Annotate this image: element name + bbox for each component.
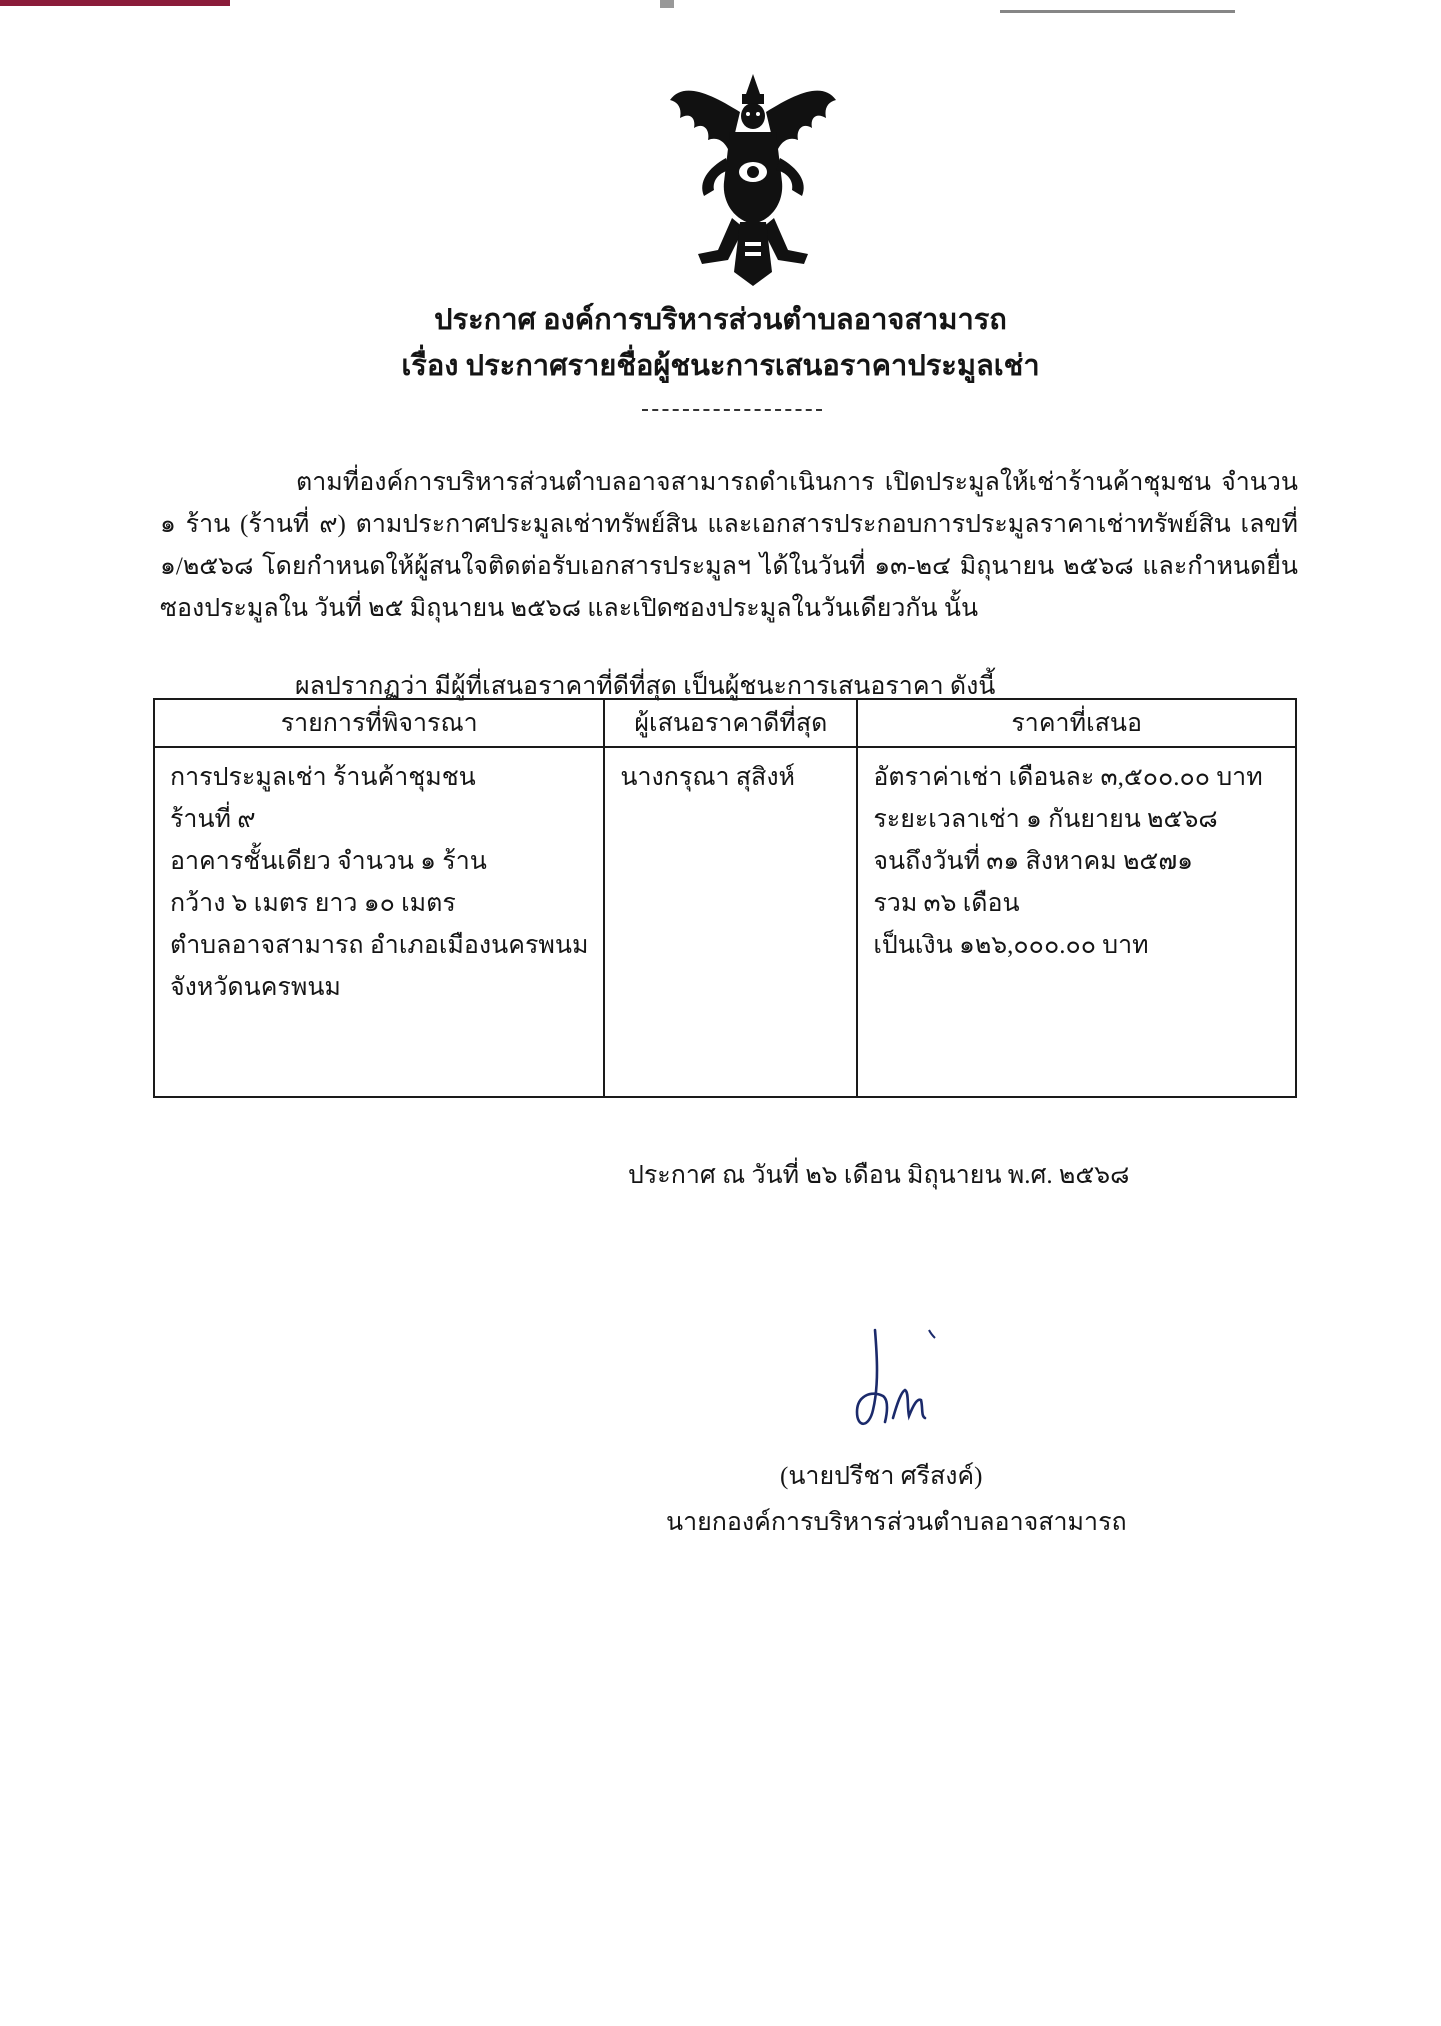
item-line: การประมูลเช่า ร้านค้าชุมชน <box>170 764 476 791</box>
bidder-name: นางกรุณา สุสิงห์ <box>620 764 796 791</box>
header-bidder: ผู้เสนอราคาดีที่สุด <box>604 699 857 747</box>
item-line: ร้านที่ ๙ <box>170 806 256 833</box>
price-line: เป็นเงิน ๑๒๖,๐๐๐.๐๐ บาท <box>873 932 1149 959</box>
header-item: รายการที่พิจารณา <box>154 699 604 747</box>
item-line: ตำบลอาจสามารถ อำเภอเมืองนครพนม <box>170 932 589 959</box>
handwritten-signature <box>835 1300 975 1440</box>
item-line: กว้าง ๖ เมตร ยาว ๑๐ เมตร <box>170 890 456 917</box>
award-table <box>153 698 1297 1098</box>
item-cell <box>154 747 604 1097</box>
bidder-cell <box>604 747 857 1097</box>
body-paragraph-text: ตามที่องค์การบริหารส่วนตำบลอาจสามารถดำเนินการ เปิดประมูลให้เช่าร้านค้าชุมชน จำนวน ๑ ร้าน (ร้านที่ ๙) ตามประกาศประมูลเช่าทรัพย์สิน และเอกสารประกอบการประมูลราคาเช่าทรัพย์สิน เลขที่ ๑/๒๕๖๘ โดยกำหนดให้ผู้สนใจติดต่อรับเอกสารประมูลฯ ได้ในวันที่ ๑๓-๒๔ มิถุนายน ๒๕๖๘ และกำหนดยื่นซองประมูลใน วันที่ ๒๕ มิถุนายน ๒๕๖๘ และเปิดซองประมูลในวันเดียวกัน นั้น <box>160 469 1298 622</box>
body-paragraph <box>160 462 1298 630</box>
price-line: จนถึงวันที่ ๓๑ สิงหาคม ๒๕๗๑ <box>873 848 1194 875</box>
announcement-title: ประกาศ องค์การบริหารส่วนตำบลอาจสามารถ <box>434 304 1007 336</box>
price-cell <box>857 747 1296 1097</box>
signer-name: (นายปรีชา ศรีสงค์) <box>780 1463 983 1490</box>
price-line: รวม ๓๖ เดือน <box>873 890 1020 917</box>
cropped-top-text <box>1000 0 1235 13</box>
price-line: ระยะเวลาเช่า ๑ กันยายน ๒๕๖๘ <box>873 806 1218 833</box>
result-statement: ผลปรากฏว่า มีผู้ที่เสนอราคาที่ดีที่สุด เป็นผู้ชนะการเสนอราคา ดังนี้ <box>295 673 996 700</box>
table-header-row <box>154 699 1296 747</box>
announcement-subject: เรื่อง ประกาศรายชื่อผู้ชนะการเสนอราคาประมูลเช่า <box>401 350 1040 382</box>
item-line: อาคารชั้นเดียว จำนวน ๑ ร้าน <box>170 848 487 875</box>
cropped-top-fragment <box>660 0 674 8</box>
signer-title: นายกองค์การบริหารส่วนตำบลอาจสามารถ <box>666 1509 1127 1536</box>
header-price: ราคาที่เสนอ <box>857 699 1296 747</box>
garuda-emblem-icon <box>668 72 838 287</box>
item-line: จังหวัดนครพนม <box>170 974 341 1001</box>
page-corner-mark <box>0 0 230 6</box>
table-row <box>154 747 1296 1097</box>
price-line: อัตราค่าเช่า เดือนละ ๓,๕๐๐.๐๐ บาท <box>873 764 1263 791</box>
title-divider <box>642 409 822 411</box>
announcement-date: ประกาศ ณ วันที่ ๒๖ เดือน มิถุนายน พ.ศ. ๒๕๖๘ <box>628 1162 1130 1189</box>
